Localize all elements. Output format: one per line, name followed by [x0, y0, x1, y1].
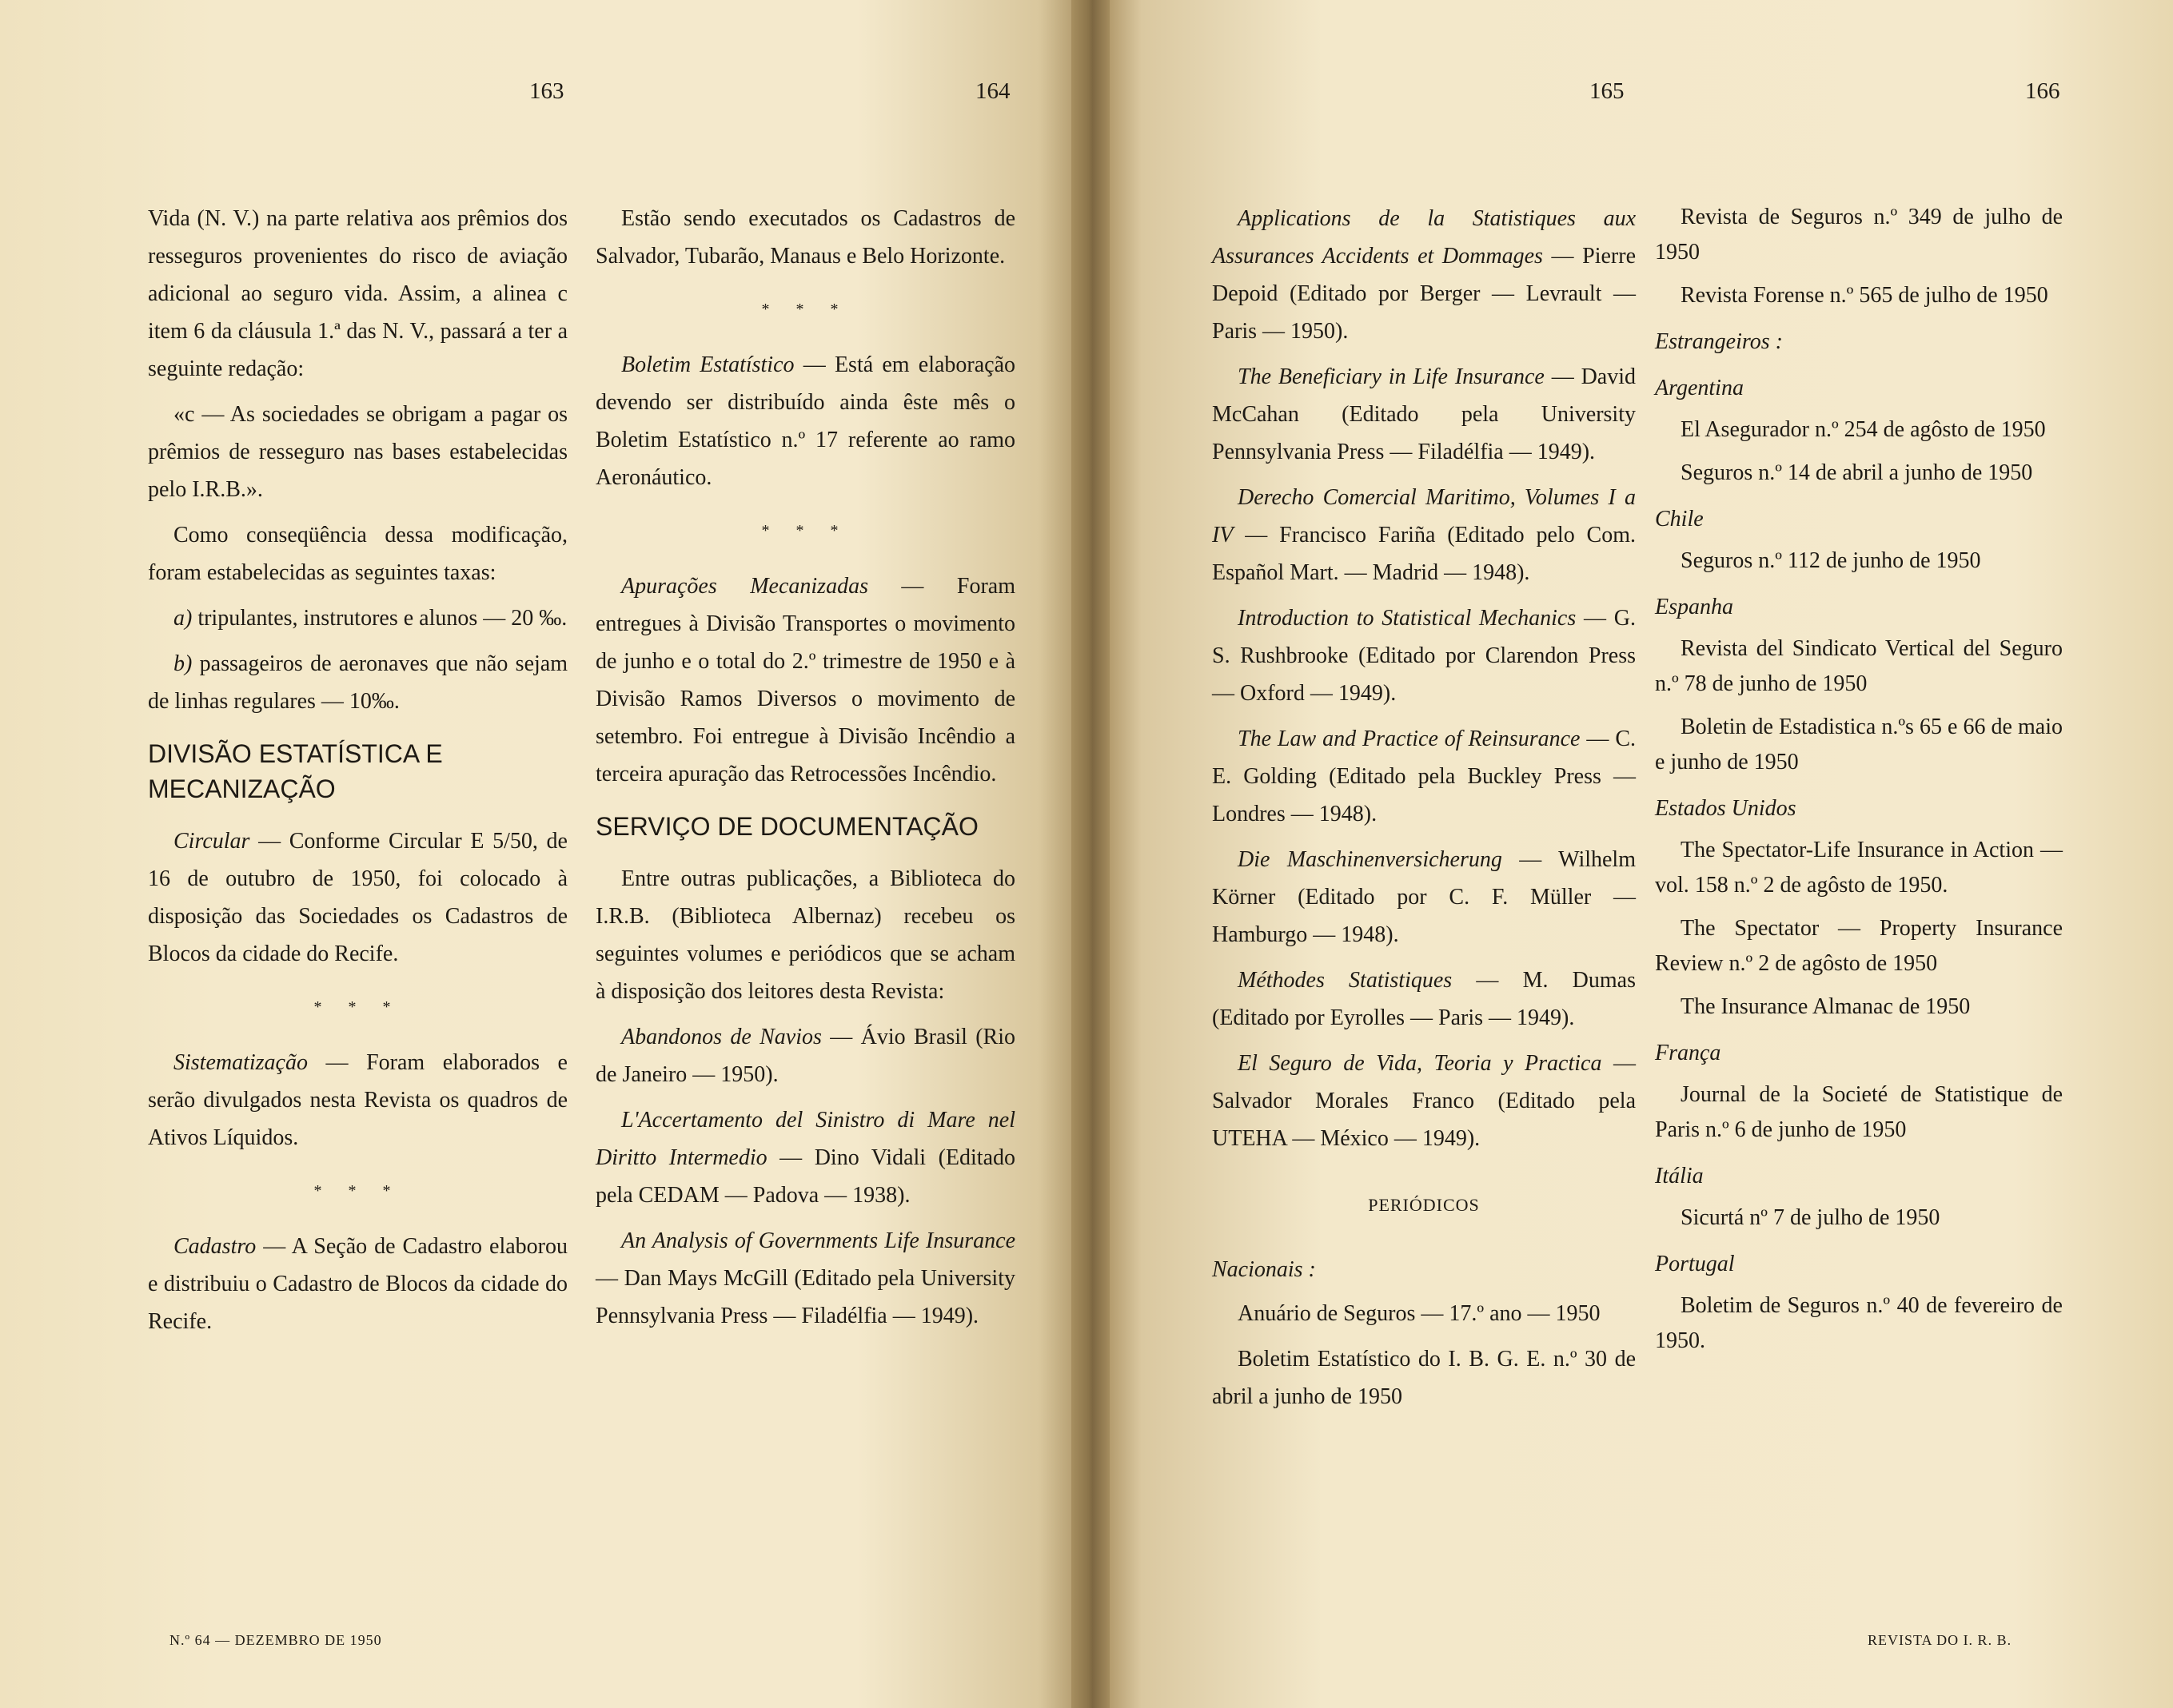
book-gutter — [1071, 0, 1110, 1708]
periodical-entry: Boletin de Estadistica n.ºs 65 e 66 de maio e junho de 1950 — [1655, 715, 2063, 774]
subsection-heading: PERIÓDICOS — [1368, 1195, 1480, 1215]
book-details: — Francisco Fariña (Editado pelo Com. Español Mart. — Madrid — 1948). — [1212, 523, 1636, 585]
book-title: The Law and Practice of Reinsurance — [1238, 727, 1581, 751]
book-entry — [1212, 1045, 1636, 1157]
book-title: Applications de la Statistiques aux Assurances Accidents et Dommages — [1212, 206, 1636, 269]
page-number: 166 — [2025, 78, 2060, 104]
paragraph — [148, 1228, 568, 1340]
group-label: Nacionais : — [1212, 1257, 1316, 1282]
periodical-entry: Revista de Seguros n.º 349 de julho de 1950 — [1655, 205, 2063, 265]
paragraph: Como conseqüência dessa modificação, foram estabelecidas as seguintes taxas: — [148, 523, 568, 585]
book-details: — Pierre Depoid (Editado por Berger — Levrault — Paris — 1950). — [1212, 244, 1637, 344]
periodical-entry: Seguros n.º 112 de junho de 1950 — [1681, 548, 1981, 573]
paragraph: Estão sendo executados os Cadastros de Salvador, Tubarão, Manaus e Belo Horizonte. — [596, 206, 1015, 269]
paragraph: Entre outras publicações, a Biblioteca do I.R.B. (Biblioteca Albernaz) recebeu os seguintes volumes e periódicos que se acham à disposição dos leitores desta Revista: — [596, 866, 1015, 1004]
periodical-entry: Anuário de Seguros — 17.º ano — 1950 — [1238, 1301, 1601, 1326]
paragraph — [148, 1044, 568, 1157]
book-entry — [1212, 599, 1636, 712]
right-page — [1110, 0, 2173, 1708]
item-text: passageiros de aeronaves que não sejam de linhas regulares — 10‰. — [148, 651, 568, 714]
periodical-entry: Boletim de Seguros n.º 40 de fevereiro de 1950. — [1655, 1293, 2063, 1353]
run-in-title: Cadastro — [173, 1234, 257, 1259]
periodical-entry: Boletim Estatístico do I. B. G. E. n.º 30 de abril a junho de 1950 — [1212, 1347, 1636, 1409]
book-title: Derecho Comercial Maritimo, Volumes I a IV — [1212, 485, 1636, 547]
book-details: — C. E. Golding (Editado pela Buckley Press — Londres — 1948). — [1212, 727, 1636, 826]
book-details: — G. S. Rushbrooke (Editado por Clarendon Press — Oxford — 1949). — [1212, 606, 1636, 706]
run-in-title: Circular — [173, 829, 250, 854]
item-label: b) — [173, 651, 193, 676]
list-item — [148, 599, 568, 637]
book-entry — [1212, 961, 1636, 1037]
country-label: Itália — [1655, 1164, 1704, 1188]
list-item — [148, 645, 568, 720]
country-label: França — [1655, 1041, 1721, 1065]
book-entry — [1212, 200, 1636, 350]
column-166 — [1655, 200, 2063, 1367]
page-number: 163 — [529, 78, 564, 104]
country-label: Estados Unidos — [1655, 796, 1796, 821]
page-number: 164 — [975, 78, 1011, 104]
separator-stars: * * * — [313, 998, 402, 1016]
periodical-entry: The Spectator-Life Insurance in Action — vol. 158 n.º 2 de agôsto de 1950. — [1655, 838, 2063, 898]
paragraph-text: — Foram elaborados e serão divulgados nesta Revista os quadros de Ativos Líquidos. — [148, 1050, 568, 1150]
book-details: — Dino Vidali (Editado pela CEDAM — Padova — 1938). — [596, 1145, 1016, 1208]
periodical-entry: The Spectator — Property Insurance Review n.º 2 de agôsto de 1950 — [1655, 916, 2063, 976]
book-entry — [596, 1101, 1015, 1214]
section-heading: DIVISÃO ESTATÍSTICA E MECANIZAÇÃO — [148, 739, 443, 803]
paragraph-text: — Foram entregues à Divisão Transportes o movimento de junho e o total do 2.º trimestre de 1950 e à Divisão Ramos Diversos o movimento de setembro. Foi entregue à Divisão Incêndio a terceira apuração das Retrocessões Incêndio. — [596, 574, 1015, 786]
separator-stars: * * * — [313, 1182, 402, 1200]
book-entry — [1212, 841, 1636, 954]
column-163 — [148, 200, 568, 1348]
column-165 — [1212, 200, 1636, 1423]
paragraph-text: — A Seção de Cadastro elaborou e distribuiu o Cadastro de Blocos da cidade do Recife. — [148, 1234, 568, 1334]
item-label: a) — [173, 606, 193, 631]
run-in-title: Sistematização — [173, 1050, 308, 1075]
book-title: Die Maschinenversicherung — [1238, 847, 1502, 872]
run-in-title: Boletim Estatístico — [621, 352, 795, 377]
country-label: Portugal — [1655, 1252, 1735, 1276]
separator-stars: * * * — [761, 301, 850, 318]
book-title: El Seguro de Vida, Teoria y Practica — [1238, 1051, 1602, 1076]
footer-left: N.º 64 — DEZEMBRO DE 1950 — [169, 1632, 382, 1648]
column-164 — [596, 200, 1015, 1343]
periodical-entry: El Asegurador n.º 254 de agôsto de 1950 — [1681, 417, 2046, 442]
periodical-entry: Revista Forense n.º 565 de julho de 1950 — [1681, 283, 2048, 308]
periodical-entry: Revista del Sindicato Vertical del Seguro n.º 78 de junho de 1950 — [1655, 636, 2063, 696]
footer-right: REVISTA DO I. R. B. — [1868, 1632, 2012, 1648]
group-label: Estrangeiros : — [1655, 329, 1783, 354]
item-text: tripulantes, instrutores e alunos — 20 ‰. — [192, 606, 568, 631]
paragraph — [596, 567, 1015, 793]
periodical-entry: Seguros n.º 14 de abril a junho de 1950 — [1681, 460, 2033, 485]
country-label: Argentina — [1655, 376, 1744, 400]
paragraph — [596, 346, 1015, 496]
periodical-entry: The Insurance Almanac de 1950 — [1681, 994, 1971, 1019]
left-page — [0, 0, 1071, 1708]
book-title: Méthodes Statistiques — [1238, 968, 1453, 993]
periodical-entry: Sicurtá nº 7 de julho de 1950 — [1681, 1205, 1940, 1230]
book-details: — Wilhelm Körner (Editado por C. F. Müller — Hamburgo — 1948). — [1212, 847, 1636, 947]
book-entry — [596, 1018, 1015, 1093]
country-label: Chile — [1655, 507, 1704, 532]
paragraph-text: — Está em elaboração devendo ser distribuído ainda êste mês o Boletim Estatístico n.º 17 referente ao ramo Aeronáutico. — [596, 352, 1016, 490]
section-heading: SERVIÇO DE DOCUMENTAÇÃO — [596, 812, 979, 841]
book-entry — [1212, 479, 1636, 591]
book-details: — M. Dumas (Editado por Eyrolles — Paris — 1949). — [1212, 968, 1636, 1030]
book-title: L'Accertamento del Sinistro di Mare nel Diritto Intermedio — [596, 1108, 1015, 1170]
book-entry — [1212, 358, 1636, 471]
separator-stars: * * * — [761, 522, 850, 539]
book-title: The Beneficiary in Life Insurance — [1238, 364, 1545, 389]
run-in-title: Apurações Mecanizadas — [621, 574, 868, 599]
book-details: — Ávio Brasil (Rio de Janeiro — 1950). — [596, 1025, 1015, 1087]
book-title: An Analysis of Governments Life Insurance — [621, 1228, 1015, 1253]
book-details: — Salvador Morales Franco (Editado pela UTEHA — México — 1949). — [1212, 1051, 1636, 1151]
book-details: — David McCahan (Editado pela University Pennsylvania Press — Filadélfia — 1949). — [1212, 364, 1636, 464]
paragraph: «c — As sociedades se obrigam a pagar os prêmios de resseguro nas bases estabelecidas pelo I.R.B.». — [148, 402, 568, 502]
periodical-entry: Journal de la Societé de Statistique de Paris n.º 6 de junho de 1950 — [1655, 1082, 2063, 1142]
page-number: 165 — [1589, 78, 1625, 104]
book-entry — [1212, 720, 1636, 833]
paragraph-text: — Conforme Circular E 5/50, de 16 de outubro de 1950, foi colocado à disposição das Sociedades os Cadastros de Blocos da cidade do Recife. — [148, 829, 568, 966]
book-title: Abandonos de Navios — [621, 1025, 822, 1049]
paragraph: Vida (N. V.) na parte relativa aos prêmios dos resseguros provenientes do risco de aviação adicional ao seguro vida. Assim, a alinea c item 6 da cláusula 1.ª das N. V., passará a ter a seguinte redação: — [148, 206, 568, 381]
book-details: — Dan Mays McGill (Editado pela University Pennsylvania Press — Filadélfia — 1949). — [596, 1266, 1015, 1328]
paragraph — [148, 822, 568, 973]
book-entry — [596, 1222, 1015, 1335]
country-label: Espanha — [1655, 595, 1733, 619]
book-title: Introduction to Statistical Mechanics — [1238, 606, 1577, 631]
